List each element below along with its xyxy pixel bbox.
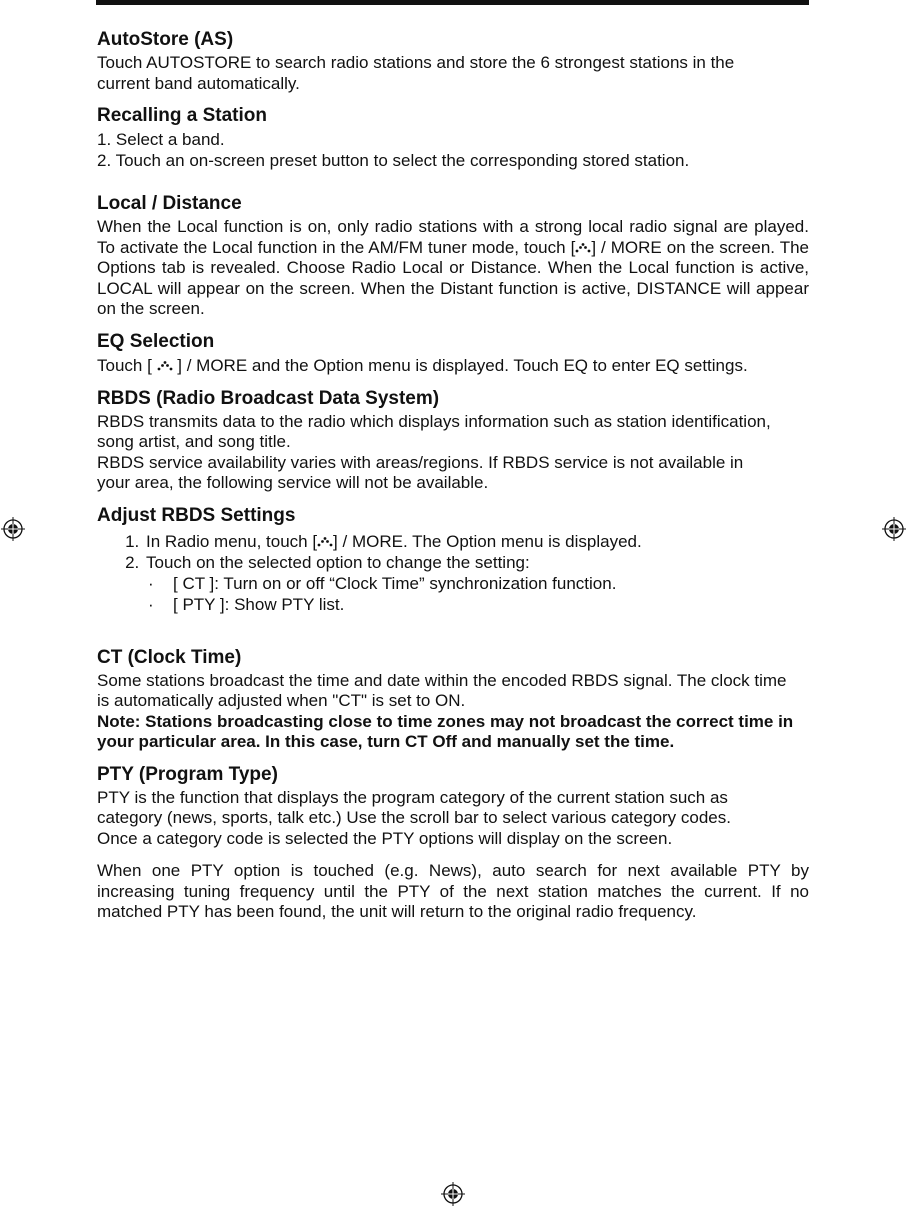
adjust-step-1-b: ] / MORE. The Option menu is displayed.: [333, 531, 642, 551]
section-local-distance: [97, 193, 809, 320]
dots-menu-icon: [157, 360, 173, 372]
local-text-b: ] / MORE on the screen. The Options tab is revealed. Choose Radio Local or Distance. When the Local function is active, LOCAL will appear on the screen. When the Distant function is active, DISTANCE will appear on the screen.: [97, 237, 810, 318]
rbds-text-2: RBDS service availability varies with areas/regions. If RBDS service is not available in your area, the following service will not be available.: [97, 452, 744, 492]
pty-text-2: Once a category code is selected the PTY options will display on the screen.: [97, 828, 673, 848]
section-rbds: [97, 388, 809, 494]
rbds-text-1: RBDS transmits data to the radio which displays information such as station identification, song artist, and song title.: [97, 411, 771, 451]
eq-heading: EQ Selection: [97, 330, 215, 352]
autostore-text: Touch AUTOSTORE to search radio stations and store the 6 strongest stations in the current band automatically.: [97, 53, 735, 93]
section-pty: [97, 764, 809, 923]
adjust-steps: [97, 531, 809, 615]
section-adjust-rbds: [97, 505, 809, 615]
eq-text: [97, 355, 767, 377]
top-rule: [96, 0, 809, 5]
registration-mark-icon: [882, 517, 906, 541]
adjust-step-1: [144, 531, 809, 552]
section-recall: [97, 105, 809, 171]
recall-step-1: 1. Select a band.: [97, 130, 225, 149]
recall-step-2: 2. Touch an on-screen preset button to select the corresponding stored station.: [97, 150, 690, 170]
section-autostore: [97, 29, 809, 94]
adjust-step-2-text: Touch on the selected option to change the setting:: [146, 552, 530, 572]
section-ct: [97, 647, 809, 753]
recall-heading: Recalling a Station: [97, 105, 267, 126]
bullet-ct: · [ CT ]: Turn on or off “Clock Time” synchronization function.: [146, 573, 809, 594]
bullet-pty: · [ PTY ]: Show PTY list.: [146, 594, 809, 615]
section-eq: [97, 331, 809, 377]
pty-text-1: PTY is the function that displays the program category of the current station such as category (news, sports, talk etc.) Use the scroll bar to select various category codes.: [97, 787, 731, 827]
adjust-bullets: [146, 573, 809, 615]
rbds-heading: RBDS (Radio Broadcast Data System): [97, 387, 440, 409]
ct-text: Some stations broadcast the time and date within the encoded RBDS signal. The clock time is automatically adjusted when "CT" is set to ON.: [97, 670, 787, 710]
eq-text-b: ] / MORE and the Option menu is displayed. Touch EQ to enter EQ settings.: [172, 355, 748, 375]
pty-text-3: When one PTY option is touched (e.g. News), auto search for next available PTY by increasing tuning frequency until the PTY of the next station matches the current. If no matched PTY has been found, the unit will return to the original radio frequency.: [97, 861, 809, 921]
dots-menu-icon: [575, 242, 591, 254]
adjust-step-1-a: In Radio menu, touch [: [146, 531, 318, 551]
local-text: [97, 217, 809, 320]
local-text-a: When the Local function is on, only radio stations with a strong local radio signal are played. To activate the Local function in the AM/FM tuner mode, touch [: [97, 217, 809, 257]
registration-mark-icon: [1, 517, 25, 541]
manual-page: [97, 29, 809, 934]
eq-text-a: Touch [: [97, 355, 157, 375]
adjust-step-2: [144, 552, 809, 615]
adjust-heading: Adjust RBDS Settings: [97, 504, 296, 526]
pty-heading: PTY (Program Type): [97, 763, 278, 785]
autostore-heading: AutoStore (AS): [97, 29, 234, 50]
ct-note: Note: Stations broadcasting close to time zones may not broadcast the correct time in your particular area. In this case, turn CT Off and manually set the time.: [97, 711, 794, 751]
ct-heading: CT (Clock Time): [97, 646, 242, 668]
registration-mark-icon: [441, 1182, 465, 1206]
dots-menu-icon: [317, 536, 333, 548]
local-heading: Local / Distance: [97, 193, 242, 214]
